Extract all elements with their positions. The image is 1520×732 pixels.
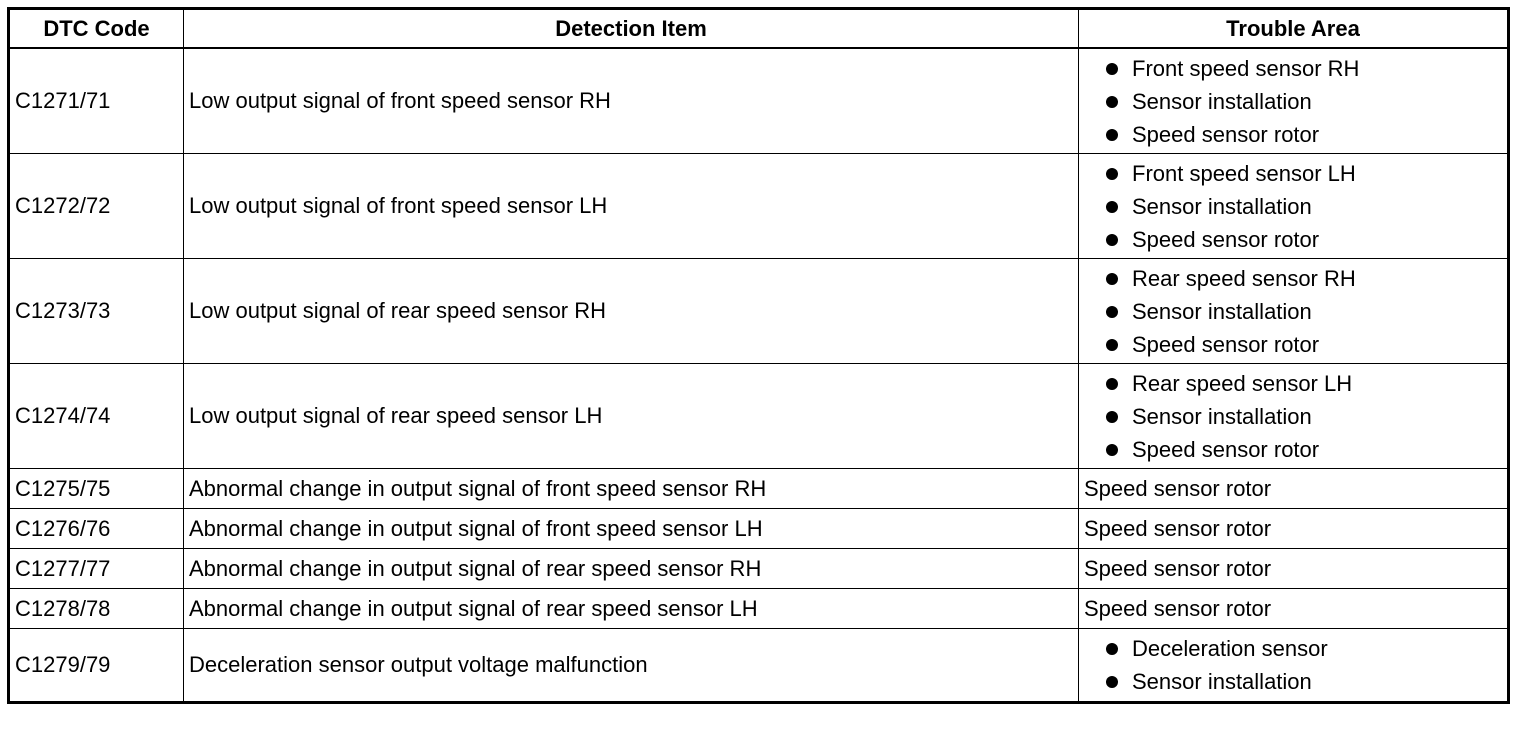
trouble-area-cell [1079, 154, 1509, 259]
detection-item-cell: Low output signal of front speed sensor RH [184, 48, 1079, 154]
trouble-area-item: Rear speed sensor LH [1100, 367, 1502, 400]
table-row [9, 48, 1509, 154]
trouble-area-cell: Speed sensor rotor [1079, 589, 1509, 629]
table-row [9, 589, 1509, 629]
trouble-area-cell: Speed sensor rotor [1079, 469, 1509, 509]
trouble-area-list [1084, 367, 1502, 466]
dtc-code-cell: C1271/71 [9, 48, 184, 154]
table-row [9, 549, 1509, 589]
detection-item-cell: Abnormal change in output signal of front speed sensor LH [184, 509, 1079, 549]
dtc-code-cell: C1278/78 [9, 589, 184, 629]
trouble-area-item: Front speed sensor LH [1100, 157, 1502, 190]
trouble-area-item: Speed sensor rotor [1100, 433, 1502, 466]
trouble-area-item: Sensor installation [1100, 85, 1502, 118]
detection-item-cell: Abnormal change in output signal of rear speed sensor RH [184, 549, 1079, 589]
trouble-area-item: Speed sensor rotor [1100, 223, 1502, 256]
header-dtc-code: DTC Code [9, 9, 184, 49]
table-row [9, 629, 1509, 703]
table-row [9, 509, 1509, 549]
trouble-area-list [1084, 52, 1502, 151]
trouble-area-item: Sensor installation [1100, 190, 1502, 223]
trouble-area-cell [1079, 629, 1509, 703]
table-row [9, 364, 1509, 469]
table-row [9, 469, 1509, 509]
header-row [9, 9, 1509, 49]
trouble-area-item: Speed sensor rotor [1100, 328, 1502, 361]
trouble-area-cell: Speed sensor rotor [1079, 509, 1509, 549]
trouble-area-item: Sensor installation [1100, 295, 1502, 328]
detection-item-cell: Deceleration sensor output voltage malfunction [184, 629, 1079, 703]
trouble-area-item: Sensor installation [1100, 665, 1502, 698]
dtc-code-cell: C1273/73 [9, 259, 184, 364]
dtc-code-cell: C1275/75 [9, 469, 184, 509]
dtc-code-cell: C1277/77 [9, 549, 184, 589]
table-row [9, 259, 1509, 364]
trouble-area-list [1084, 262, 1502, 361]
trouble-area-item: Front speed sensor RH [1100, 52, 1502, 85]
detection-item-cell: Low output signal of front speed sensor LH [184, 154, 1079, 259]
header-trouble-area: Trouble Area [1079, 9, 1509, 49]
trouble-area-cell [1079, 48, 1509, 154]
trouble-area-list [1084, 632, 1502, 698]
dtc-code-cell: C1274/74 [9, 364, 184, 469]
table-row [9, 154, 1509, 259]
trouble-area-cell [1079, 364, 1509, 469]
dtc-table [7, 7, 1510, 704]
trouble-area-item: Speed sensor rotor [1100, 118, 1502, 151]
trouble-area-list [1084, 157, 1502, 256]
dtc-code-cell: C1276/76 [9, 509, 184, 549]
detection-item-cell: Abnormal change in output signal of front speed sensor RH [184, 469, 1079, 509]
detection-item-cell: Low output signal of rear speed sensor LH [184, 364, 1079, 469]
dtc-code-cell: C1272/72 [9, 154, 184, 259]
trouble-area-cell [1079, 259, 1509, 364]
dtc-code-cell: C1279/79 [9, 629, 184, 703]
trouble-area-item: Sensor installation [1100, 400, 1502, 433]
trouble-area-cell: Speed sensor rotor [1079, 549, 1509, 589]
trouble-area-item: Deceleration sensor [1100, 632, 1502, 665]
detection-item-cell: Abnormal change in output signal of rear speed sensor LH [184, 589, 1079, 629]
detection-item-cell: Low output signal of rear speed sensor RH [184, 259, 1079, 364]
trouble-area-item: Rear speed sensor RH [1100, 262, 1502, 295]
header-detection-item: Detection Item [184, 9, 1079, 49]
